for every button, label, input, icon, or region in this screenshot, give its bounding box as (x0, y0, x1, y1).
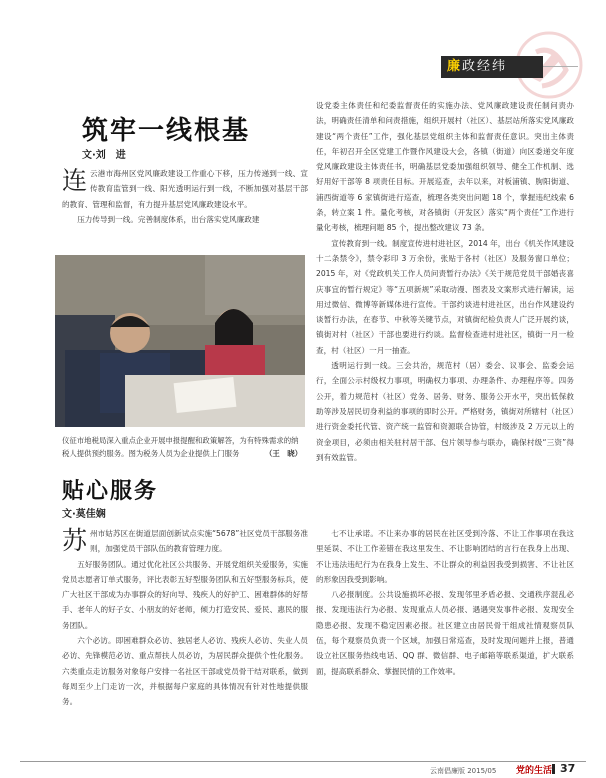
article2-paragraph: 八必报制度。公共设施损坏必报、发现邻里矛盾必报、交通秩序混乱必报、发现违法行为必报、发现重点人员必报、遇遇突发事件必报、发现安全隐患必报、发现不稳定因素必报。社区建立由居民骨干组成社情观察员队伍，每个观察员负责一个区域，加强日常巡查，及时发现问题并上报，普通设立社区服务热线电话、QQ 群、微信群、电子邮箱等联系渠道，扩大联系面，提高联系群众、掌握民情的工作效率。 (316, 590, 574, 676)
footer-issue: 云南倡廉版 2015/05 (430, 767, 497, 775)
article2-paragraph: 六个必访。即困难群众必访、独居老人必访、残疾人必访、失业人员必访、先锋模范必访、重点帮扶人员必访，为居民群众提供个性化服务。六类重点走访服务对象每户安排一名社区干部或党员骨干结对联系，做到每周至少上门走访一次，并根据每户家庭的具体情况有针对性地提供服务。 (62, 636, 308, 707)
article2-lead-paragraph: 苏州市姑苏区在街道层面创新试点实施“5678”社区党员干部服务准则，加强党员干部队伍的教育管理力度。 (62, 526, 308, 555)
photo-caption (62, 434, 302, 460)
article1-paragraph: 透明运行到一线。三会共治，规范村（居）委会、议事会、监委会运行，全面公示村级权力事项，明确权力事项、办理条件、办理程序等。四务公开，着力规范村（社区）党务、居务、财务、服务公开水平，突出低保救助等涉及居民切身利益的事项的即时公开。严格财务，镇街对所辖村（社区）进行资金委托代管、资产统一监管和资源联合协管，村级涉及 2 万元以上的资金项目，必须由相关驻村居干部、包片领导参与联办，确保村级“三资”得到有效监管。 (316, 361, 574, 462)
section-tab (441, 56, 543, 78)
article1-drop-cap: 连 (62, 166, 88, 195)
footer-magazine-logo: 党的生活 (516, 766, 553, 776)
photo-caption-text: 仪征市地税局深入重点企业开展申报提醒和政策解答，为有特殊需求的纳税人提供预约服务。图为税务人员为企业提供上门服务 (62, 436, 299, 458)
photo-illustration (55, 255, 305, 427)
article1-title: 筑牢一线根基 (82, 116, 251, 146)
photo-tax-service (55, 255, 305, 427)
article1-right-column (316, 98, 574, 465)
article2-paragraph: 七不让承诺。不让来办事的居民在社区受到冷落、不让工作事项在我这里延误、不让工作差错在我这里发生、不让影响团结的言行在我身上出现、不让违法违纪行为在我身上发生、不让群众的利益因我受到损害、不让社区的形象因我受到影响。 (316, 529, 574, 584)
page-number: 37 (560, 762, 576, 775)
page-number-marker (552, 764, 555, 774)
article2-paragraph: 五好服务团队。通过优化社区公共服务、开展党组织关爱服务，实施党员志愿者订单式服务，评比表彰五好型服务团队和五好型服务标兵，使广大社区干部成为办事群众的好向导、残疾人的好护工、困难群体的好帮手、老年人的好子女、小朋友的好老师，倾力打造安民、爱民、惠民的服务团队。 (62, 559, 308, 630)
article2-drop-cap: 苏 (62, 526, 88, 555)
article1-byline: 文·刘 进 (82, 150, 126, 161)
article2-title: 贴心服务 (62, 478, 159, 504)
photo-credit: （王 晓） (265, 449, 302, 458)
article1-paragraph: 压力传导到一线。完善制度体系，出台落实党风廉政建 (77, 214, 260, 224)
article1-left-column (62, 166, 308, 227)
footer-rule (20, 761, 586, 762)
section-tab-label: 政经纬 (462, 59, 508, 74)
article2-byline: 文·莫佳娴 (62, 509, 106, 520)
article2-right-column (316, 526, 574, 679)
article2-left-column (62, 526, 308, 710)
article1-lead-paragraph: 连云港市海州区党风廉政建设工作重心下移，压力传递到一线、宣传教育监管到一线、阳光透明运行到一线，不断加强对基层干部的教育、管理和监督，有力提升基层党风廉政建设水平。 (62, 166, 308, 209)
header-rule (538, 66, 578, 67)
article1-paragraph: 宣传教育到一线。制度宣传进村进社区，2014 年，出台《机关作风建设十二条禁令》，禁令彩印 3 万余份，张贴于各村（社区）及服务窗口单位；2015 年，对《党政机关工作人员问责暂行办法》《关于规范党员干部婚丧喜庆事宜的暂行规定》等“五项新规”采取动漫、图表及文案形式进行解读，运用过微信、微博等新媒体进行宣传。干部约谈进村进社区，出台作风建设约谈暂行办法，在春节、中秋等关键节点，对镇街纪检负责人广泛开展约谈，镇街对村（社区）干部也要进行约谈。监督检查进村进社区，镇街一月一检查，村（社区）一月一抽查。 (316, 238, 574, 355)
section-tab-highlight: 廉 (447, 59, 463, 74)
article1-paragraph: 设党委主体责任和纪委监督责任的实施办法、党风廉政建设责任制问责办法，明确责任清单和问责措施，组织开展村（社区）、基层站所落实党风廉政建设“两个责任”工作，强化基层党组织主体和监督责任意识。突出主体责任，年初召开全区党建工作暨作风建设大会，各镇（街道）向区委递交年度党风廉政建设主体责任书，明确基层党委加强组织领导、健全工作机制、选好用好干部等 8 项责任目标。开展巡查，去年以来，对板浦镇、朐阳街道、浦西街道等 6 家镇街进行巡查，梳理各类突出问题 18 个，掌握违纪线索 6 条，转立案 1 件。量化考核，对各镇街（开发区）落实“两个责任”工作进行量化考核，梳理问题 85 个，提出整改建议 73 条。 (316, 101, 574, 233)
